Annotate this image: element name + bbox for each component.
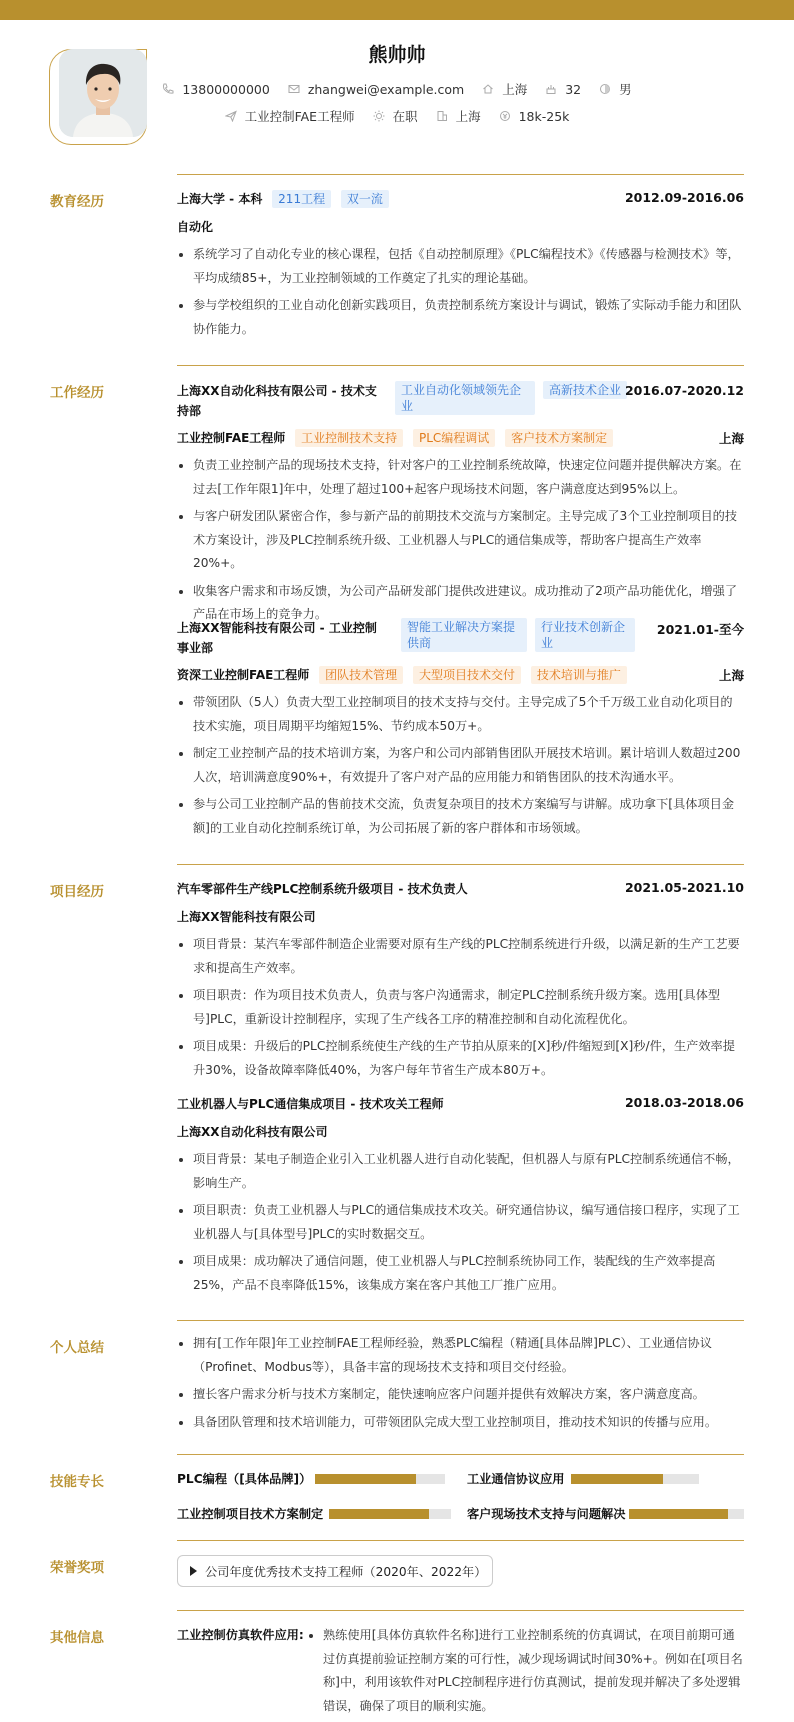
award-item[interactable] [177, 1555, 493, 1587]
role-tag: 团队技术管理 [319, 666, 403, 684]
email-item [288, 82, 464, 97]
section-divider [177, 365, 744, 366]
role-row [177, 429, 744, 447]
role-tag: 大型项目技术交付 [413, 666, 521, 684]
company-tag: 高新技术企业 [543, 381, 627, 399]
salary-item [499, 109, 570, 124]
skill-label: 客户现场技术支持与问题解决 [467, 1507, 626, 1521]
project-header [177, 1095, 744, 1112]
list-item: 负责工业控制产品的现场技术支持，针对客户的工业控制系统故障，快速定位问题并提供解决方案。在过去[工作年限1]年中，处理了超过100+起客户现场技术问题，客户满意度达到95%以上。 [177, 454, 744, 501]
section-divider [177, 1454, 744, 1455]
send-icon [225, 110, 237, 122]
list-item: 系统学习了自动化专业的核心课程，包括《自动控制原理》《PLC编程技术》《传感器与检测技术》等，平均成绩85+，为工业控制领域的工作奠定了扎实的理论基础。 [177, 243, 744, 290]
top-accent-bar [0, 0, 794, 20]
contact-row [0, 80, 794, 98]
list-item: 项目成果：升级后的PLC控制系统使生产线的生产节拍从原来的[X]秒/件缩短到[X]秒/件，生产效率提升30%，设备故障率降低40%，为客户每年节省生产成本80万+。 [177, 1035, 744, 1082]
project-date: 2018.03-2018.06 [624, 1095, 744, 1110]
age-item [545, 82, 581, 97]
project-bullets [177, 1148, 744, 1301]
section-divider [177, 1610, 744, 1611]
skill-bar [329, 1509, 451, 1519]
status-text: 在职 [392, 109, 418, 124]
city-item [436, 107, 481, 125]
coin-icon [499, 110, 511, 122]
section-divider [177, 864, 744, 865]
position-text: 工业控制FAE工程师 [244, 109, 355, 124]
job-header [177, 618, 744, 658]
list-item: 项目背景：某电子制造企业引入工业机器人进行自动化装配，但机器人与原有PLC控制系统通信不畅，影响生产。 [177, 1148, 744, 1195]
job-date: 2016.07-2020.12 [624, 383, 744, 398]
section-title: 个人总结 [50, 1340, 104, 1356]
list-item: 具备团队管理和技术培训能力，可带领团队完成大型工业控制项目，推动技术知识的传播与应用。 [177, 1411, 744, 1435]
phone-text: 13800000000 [182, 81, 270, 97]
list-item: 参与学校组织的工业自动化创新实践项目，负责控制系统方案设计与调试，锻炼了实际动手能力和团队协作能力。 [177, 294, 744, 341]
skill-label: PLC编程（[具体品牌]） [177, 1472, 312, 1486]
section-title: 荣誉奖项 [50, 1560, 104, 1576]
position-item [225, 107, 355, 125]
age-text: 32 [565, 81, 582, 97]
gender-item [599, 80, 632, 98]
phone-icon [162, 83, 174, 95]
section-divider [177, 1320, 744, 1321]
role-tag: 客户技术方案制定 [505, 429, 613, 447]
candidate-name: 熊帅帅 [368, 44, 426, 66]
email-text: zhangwei@example.com [307, 81, 465, 97]
role-tag: 技术培训与推广 [531, 666, 627, 684]
major: 自动化 [177, 220, 214, 234]
list-item: 熟练使用[具体仿真软件名称]进行工业控制系统的仿真调试，在项目前期可通过仿真提前验证控制方案的可行性，减少现场调试时间30%+。例如在[项目名称]中，利用该软件对PLC控制程序进行仿真测试，提前发现并解决了多处逻辑错误，确保了项目的顺利实施。 [307, 1624, 744, 1718]
other-bullets [307, 1624, 744, 1722]
list-item: 项目成果：成功解决了通信问题，使工业机器人与PLC控制系统协同工作，装配线的生产效率提高25%，产品不良率降低15%，该集成方案在客户其他工厂推广应用。 [177, 1250, 744, 1297]
sun-icon [373, 110, 385, 122]
skill-fill [571, 1474, 663, 1484]
school-tag: 双一流 [341, 190, 389, 208]
role-tag: PLC编程调试 [413, 429, 495, 447]
project-title: 工业机器人与PLC通信集成项目 - 技术攻关工程师 [177, 1097, 444, 1111]
project-header [177, 880, 744, 897]
list-item: 拥有[工作年限]年工业控制FAE工程师经验，熟悉PLC编程（精通[具体品牌]PLC）、工业通信协议（Profinet、Modbus等），具备丰富的现场技术支持和项目交付经验。 [177, 1332, 744, 1379]
skill-bar [629, 1509, 744, 1519]
city-text: 上海 [455, 109, 481, 124]
section-divider [177, 1540, 744, 1541]
skill-fill [329, 1509, 429, 1519]
project-bullets [177, 933, 744, 1086]
honors-content [177, 1555, 744, 1589]
job-intent-row [0, 107, 794, 125]
role-title: 工业控制FAE工程师 [177, 431, 286, 445]
school-tag: 211工程 [272, 190, 331, 208]
job-bullets [177, 454, 744, 631]
role-tag: 工业控制技术支持 [295, 429, 403, 447]
company-name: 上海XX智能科技有限公司 - 工业控制事业部 [177, 621, 377, 655]
education-header [177, 190, 744, 208]
list-item: 擅长客户需求分析与技术方案制定，能快速响应客户问题并提供有效解决方案，客户满意度高。 [177, 1383, 744, 1407]
job-date: 2021.01-至今 [656, 622, 744, 637]
phone-item [162, 82, 269, 97]
skill-label: 工业控制项目技术方案制定 [177, 1507, 324, 1521]
company-tag: 智能工业解决方案提供商 [401, 618, 527, 652]
section-divider [177, 174, 744, 175]
home-icon [482, 83, 494, 95]
section-title: 技能专长 [50, 1474, 104, 1490]
project-company: 上海XX自动化科技有限公司 [177, 1125, 328, 1139]
skill-bar [571, 1474, 699, 1484]
list-item: 项目职责：负责工业机器人与PLC的通信集成技术攻关。研究通信协议，编写通信接口程序，实现了工业机器人与[具体型号]PLC的实时数据交互。 [177, 1199, 744, 1246]
skill-fill [629, 1509, 728, 1519]
education-bullets [177, 243, 744, 345]
mail-icon [288, 83, 300, 95]
gender-text: 男 [619, 82, 632, 97]
company-tag: 工业自动化领域领先企业 [395, 381, 535, 415]
award-text: 公司年度优秀技术支持工程师（2020年、2022年） [205, 1564, 487, 1579]
section-title: 教育经历 [50, 194, 104, 210]
education-date: 2012.09-2016.06 [624, 190, 744, 205]
role-row [177, 666, 744, 684]
list-item: 制定工业控制产品的技术培训方案，为客户和公司内部销售团队开展技术培训。累计培训人数超过200人次，培训满意度90%+，有效提升了客户对产品的应用能力和销售团队的技术沟通水平。 [177, 742, 744, 789]
skills-content [177, 1470, 744, 1530]
company-name: 上海XX自动化科技有限公司 - 技术支持部 [177, 384, 377, 418]
job-city: 上海 [718, 431, 744, 446]
school-name: 上海大学 - 本科 [177, 192, 263, 206]
job-city: 上海 [718, 668, 744, 683]
gender-icon [599, 83, 611, 95]
salary-text: 18k-25k [518, 108, 570, 124]
list-item: 与客户研发团队紧密合作，参与新产品的前期技术交流与方案制定。主导完成了3个工业控制项目的技术方案设计，涉及PLC控制系统升级、工业机器人与PLC的通信集成等，帮助客户提高生产效率20%+。 [177, 505, 744, 576]
building-icon [436, 110, 448, 122]
job-bullets [177, 691, 744, 844]
other-label: 工业控制仿真软件应用: [177, 1628, 304, 1642]
status-item [373, 107, 418, 125]
location-text: 上海 [502, 82, 528, 97]
caret-right-icon [190, 1566, 197, 1576]
skill-bar [315, 1474, 445, 1484]
list-item: 项目职责：作为项目技术负责人，负责与客户沟通需求，制定PLC控制系统升级方案。选用[具体型号]PLC，重新设计控制程序，实现了生产线各工序的精准控制和自动化流程优化。 [177, 984, 744, 1031]
skill-fill [315, 1474, 416, 1484]
list-item: 参与公司工业控制产品的售前技术交流，负责复杂项目的技术方案编写与讲解。成功拿下[具体项目金额]的工业自动化控制系统订单，为公司拓展了新的客户群体和市场领域。 [177, 793, 744, 840]
company-tag: 行业技术创新企业 [535, 618, 635, 652]
section-title: 其他信息 [50, 1630, 104, 1646]
project-company: 上海XX智能科技有限公司 [177, 910, 316, 924]
skill-label: 工业通信协议应用 [467, 1472, 565, 1486]
section-title: 工作经历 [50, 385, 104, 401]
project-title: 汽车零部件生产线PLC控制系统升级项目 - 技术负责人 [177, 882, 468, 896]
list-item: 项目背景：某汽车零部件制造企业需要对原有生产线的PLC控制系统进行升级，以满足新的生产工艺要求和提高生产效率。 [177, 933, 744, 980]
summary-bullets [177, 1332, 744, 1438]
job-header [177, 381, 744, 421]
list-item: 带领团队（5人）负责大型工业控制项目的技术支持与交付。主导完成了5个千万级工业自动化项目的技术实施，项目周期平均缩短15%、节约成本50万+。 [177, 691, 744, 738]
role-title: 资深工业控制FAE工程师 [177, 668, 310, 682]
location-item [482, 80, 527, 98]
list-item: 收集客户需求和市场反馈，为公司产品研发部门提供改进建议。成功推动了2项产品功能优化，增强了产品在市场上的竞争力。 [177, 580, 744, 627]
section-title: 项目经历 [50, 884, 104, 900]
cake-icon [545, 83, 557, 95]
project-date: 2021.05-2021.10 [624, 880, 744, 895]
